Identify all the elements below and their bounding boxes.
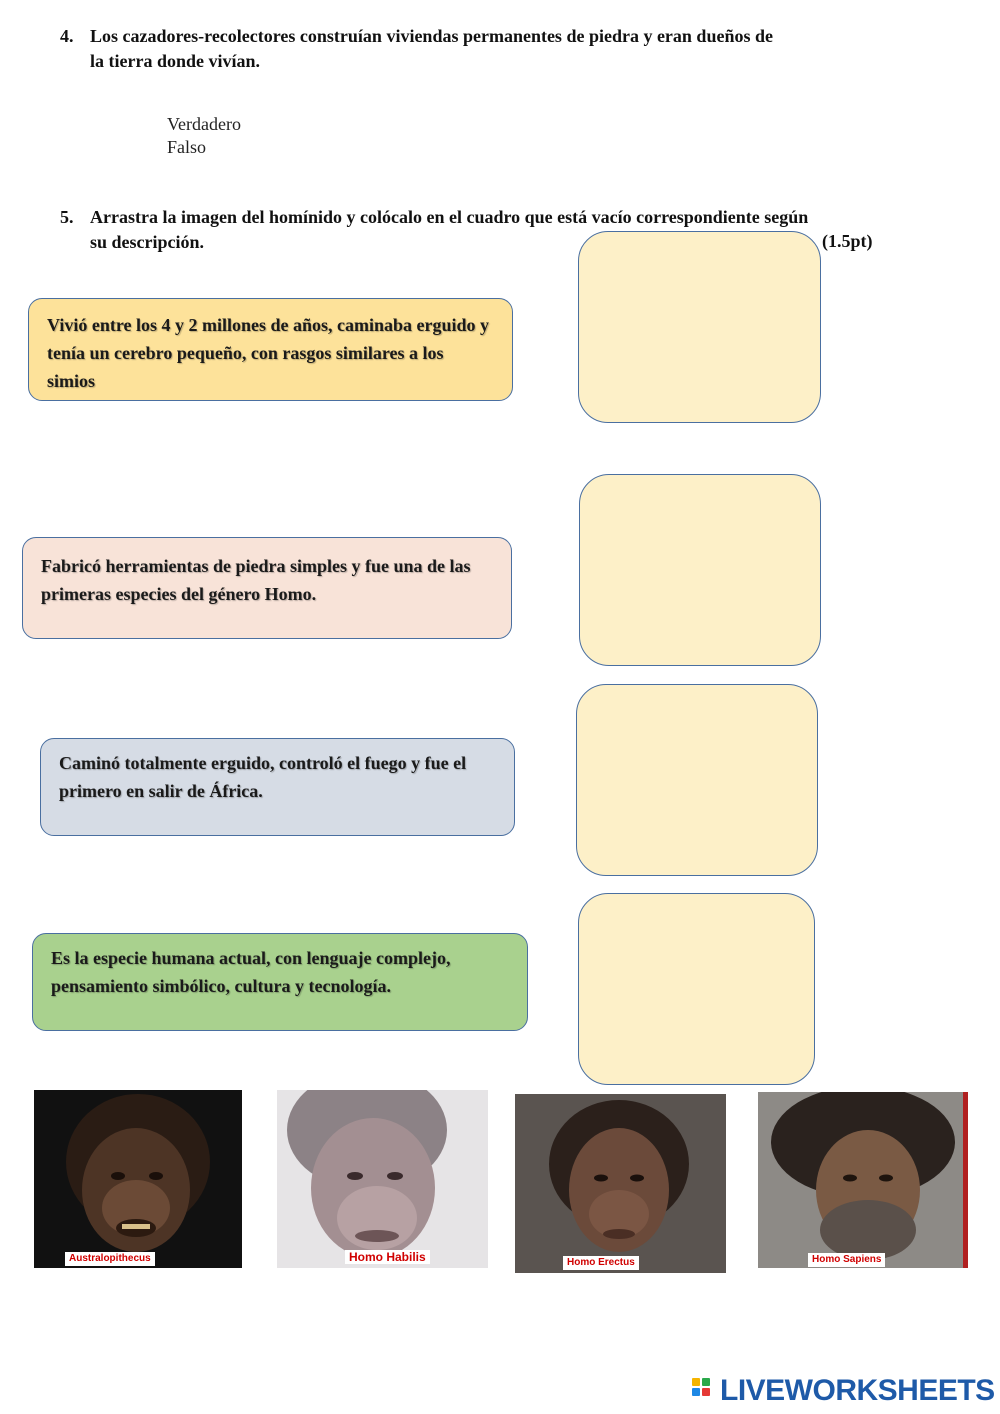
drop-box-4[interactable] (578, 893, 815, 1085)
homo-erectus-portrait (515, 1094, 726, 1273)
description-homo-habilis: Fabricó herramientas de piedra simples y fue una de las primeras especies del género Homo. (22, 537, 512, 639)
question-5-points: (1.5pt) (822, 231, 873, 251)
description-homo-erectus: Caminó totalmente erguido, controló el fuego y fue el primero en salir de África. (40, 738, 515, 836)
card-label-homo-erectus: Homo Erectus (563, 1256, 639, 1270)
homo-habilis-portrait (277, 1090, 488, 1268)
liveworksheets-brand[interactable] (692, 1374, 995, 1408)
drop-box-2[interactable] (579, 474, 821, 666)
homo-sapiens-portrait (758, 1092, 968, 1268)
card-australopithecus[interactable] (34, 1090, 242, 1268)
card-label-homo-sapiens: Homo Sapiens (808, 1253, 885, 1267)
description-australopithecus: Vivió entre los 4 y 2 millones de años, caminaba erguido y tenía un cerebro pequeño, con rasgos similares a los simios (28, 298, 513, 401)
card-label-australopithecus: Australopithecus (65, 1252, 155, 1266)
liveworksheets-logo-icon (692, 1378, 714, 1404)
question-5-number: 5. (60, 207, 74, 227)
option-falso[interactable]: Falso (167, 137, 207, 157)
brand-text: LIVEWORKSHEETS (720, 1374, 995, 1407)
drop-box-3[interactable] (576, 684, 818, 876)
question-4-line-1: Los cazadores-recolectores construían viviendas permanentes de piedra y eran dueños de (90, 26, 773, 46)
card-homo-sapiens[interactable] (758, 1092, 968, 1268)
option-verdadero[interactable]: Verdadero (167, 114, 241, 134)
card-label-homo-habilis: Homo Habilis (345, 1250, 430, 1264)
question-5-line-2: su descripción. (90, 232, 205, 252)
australopithecus-portrait (34, 1090, 242, 1268)
card-homo-habilis[interactable] (277, 1090, 488, 1268)
description-homo-sapiens: Es la especie humana actual, con lenguaje complejo, pensamiento simbólico, cultura y tecnología. (32, 933, 528, 1031)
question-5-line-1: Arrastra la imagen del homínido y colócalo en el cuadro que está vacío correspondiente según (90, 207, 809, 227)
drop-box-1[interactable] (578, 231, 821, 423)
question-4-text (90, 24, 970, 74)
question-4-number: 4. (60, 26, 74, 46)
card-homo-erectus[interactable] (515, 1094, 726, 1273)
question-4-line-2: la tierra donde vivían. (90, 51, 260, 71)
